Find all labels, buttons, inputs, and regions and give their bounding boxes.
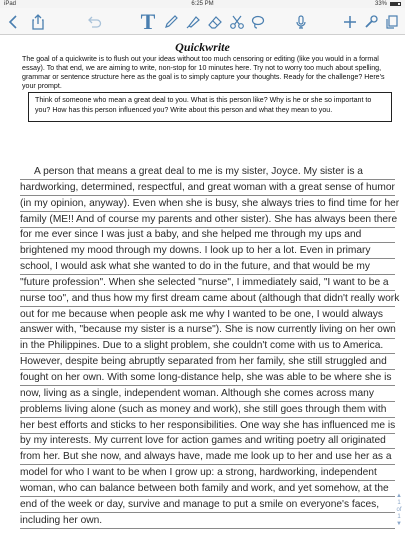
clock: 6:25 PM bbox=[191, 1, 214, 7]
page-indicator[interactable] bbox=[394, 493, 404, 528]
lasso-icon[interactable] bbox=[248, 12, 268, 32]
back-icon[interactable] bbox=[4, 12, 24, 32]
share-icon[interactable] bbox=[28, 12, 48, 32]
page-number: 1 bbox=[397, 500, 401, 506]
undo-icon[interactable] bbox=[84, 12, 104, 32]
add-icon[interactable] bbox=[340, 12, 360, 32]
settings-icon[interactable] bbox=[361, 12, 381, 32]
eraser-icon[interactable] bbox=[205, 12, 225, 32]
scissors-icon[interactable] bbox=[227, 12, 247, 32]
page-up-icon[interactable]: ▲ bbox=[396, 493, 402, 499]
prompt-box: Think of someone who mean a great deal to you. What is this person like? Why is he or she so important to you? How has this person influenced you? Write about this person and what they mean to you. bbox=[28, 92, 392, 122]
essay-text[interactable] bbox=[20, 164, 400, 528]
device-label: iPad bbox=[4, 1, 17, 7]
highlighter-icon[interactable] bbox=[183, 12, 203, 32]
page-down-icon[interactable]: ▼ bbox=[396, 521, 402, 527]
toolbar bbox=[0, 8, 405, 35]
text-tool-icon[interactable]: T bbox=[140, 9, 156, 34]
page-of: of bbox=[396, 507, 402, 513]
microphone-icon[interactable] bbox=[291, 12, 311, 32]
page-total: 1 bbox=[397, 514, 401, 520]
status-bar bbox=[0, 0, 405, 8]
essay-paragraph: A person that means a great deal to me is my sister, Joyce. My sister is a hardworking, determined, respectful, and great woman with a great sense of humor (in my opinion, anyway). Even when she is busy, she always tries to find time for her family (ME!! And of course my parents and other sister). She has always been there for me ever since I was just a baby, and she helped me through my ups and brightened my mood through my downs. I look up to her a lot. Even in primary school, I would ask what she wanted to do in the future, and that would be my "future profession". When she selected "nurse", I immediately said, "I want to be a nurse too", and thus how my first dream came about (although that didn't really work out for me because when people ask me why I wanted to be one, I would always answer with, "because my sister is a nurse"). She is now currently living on her own in the Philippines. Due to a slight problem, she couldn't come with us to America. However, despite being abruptly separated from her family, she still struggled and fought on her own. With some long-distance help, she was able to be where she is now, living as a single, independent woman. Although she comes across many problems living alone (such as money and work), she still goes through them with her best efforts and sticks to her responsibilities. One way she has influenced me is by my interests. My current love for action games and writing poetry all originated from her. But she now, and always have, made me look up to her and use her as a model for who I want to be when I grow up: a strong, hardworking, independent woman, who can balance between both family and work, and yet somehow, at the end of the week or day, survive and manage to put a smile on everyone's faces, including her own. bbox=[20, 166, 400, 526]
page-title: Quickwrite bbox=[175, 40, 230, 54]
battery-icon bbox=[390, 2, 401, 6]
pages-icon[interactable] bbox=[382, 12, 402, 32]
pencil-icon[interactable] bbox=[161, 12, 181, 32]
instructions-text: The goal of a quickwrite is to flush out your ideas without too much censoring or editing (like you would in a formal essay). To that end, we are aiming to write, non-stop for 10 minutes here. Try not to worry too much about spelling, grammar or sentence structure here as the goal is to simply capture your thoughts. Ready for the challenge? Here's your prompt. bbox=[22, 55, 385, 90]
battery-percent: 33% bbox=[374, 1, 387, 7]
